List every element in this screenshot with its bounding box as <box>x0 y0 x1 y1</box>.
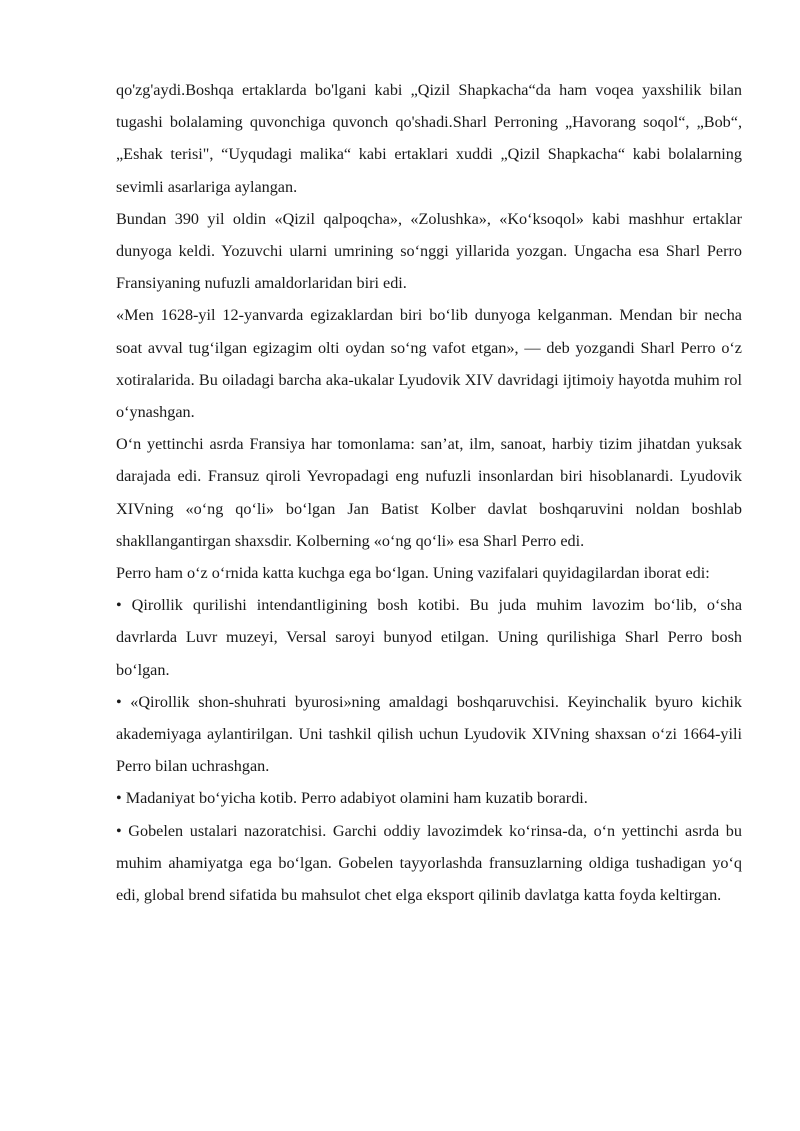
paragraph-1: qo'zg'aydi.Boshqa ertaklarda bo'lgani kabi „Qizil Shapkacha“da ham voqea yaxshilik bilan tugashi bolalaming quvonchiga quvonch qo'shadi.Sharl Perroning „Havorang soqol“, „Bob“,„Eshak terisi", “Uyqudagi malika“ kabi ertaklari xuddi „Qizil Shapkacha“ kabi bolalarning sevimli asarlariga aylangan. <box>116 81 742 196</box>
paragraph-4: Oʻn yettinchi asrda Fransiya har tomonlama: sanʼat, ilm, sanoat, harbiy tizim jihatdan yuksak darajada edi. Fransuz qiroli Yevropadagi eng nufuzli insonlardan biri hisoblanardi. Lyudovik XIVning «oʻng qoʻli» boʻlgan Jan Batist Kolber davlat boshqaruvini noldan boshlab shakllangantirgan shaxsdir. Kolberning «oʻng qoʻli» esa Sharl Perro edi. <box>116 435 742 550</box>
document-body <box>116 74 742 911</box>
bullet-item-4: • Gobelen ustalari nazoratchisi. Garchi oddiy lavozimdek koʻrinsa-da, oʻn yettinchi asrda bu muhim ahamiyatga ega boʻlgan. Gobelen tayyorlashda fransuzlarning oldiga tushadigan yoʻq edi, global brend sifatida bu mahsulot chet elga eksport qilinib davlatga katta foyda keltirgan. <box>116 821 742 905</box>
paragraph-5: Perro ham oʻz oʻrnida katta kuchga ega boʻlgan. Uning vazifalari quyidagilardan iborat edi: <box>116 564 710 583</box>
bullet-item-2: • «Qirollik shon-shuhrati byurosi»ning amaldagi boshqaruvchisi. Keyinchalik byuro kichik akademiyaga aylantirilgan. Uni tashkil qilish uchun Lyudovik XIVning shaxsan oʻzi 1664-yili Perro bilan uchrashgan. <box>116 692 742 776</box>
bullet-item-1: • Qirollik qurilishi intendantligining bosh kotibi. Bu juda muhim lavozim boʻlib, oʻsha davrlarda Luvr muzeyi, Versal saroyi bunyod etilgan. Uning qurilishiga Sharl Perro bosh boʻlgan. <box>116 596 742 679</box>
bullet-item-3: • Madaniyat boʻyicha kotib. Perro adabiyot olamini ham kuzatib borardi. <box>116 789 588 808</box>
paragraph-3: «Men 1628-yil 12-yanvarda egizaklardan biri boʻlib dunyoga kelganman. Mendan bir necha soat avval tugʻilgan egizagim olti oydan soʻng vafot etgan», — deb yozgandi Sharl Perro oʻz xotiralarida. Bu oiladagi barcha aka-ukalar Lyudovik XIV davridagi ijtimoiy hayotda muhim rol oʻynashgan. <box>116 306 742 422</box>
paragraph-2: Bundan 390 yil oldin «Qizil qalpoqcha», «Zolushka», «Koʻksoqol» kabi mashhur ertaklar dunyoga keldi. Yozuvchi ularni umrining soʻnggi yillarida yozgan. Ungacha esa Sharl Perro Fransiyaning nufuzli amaldorlaridan biri edi. <box>116 209 742 293</box>
